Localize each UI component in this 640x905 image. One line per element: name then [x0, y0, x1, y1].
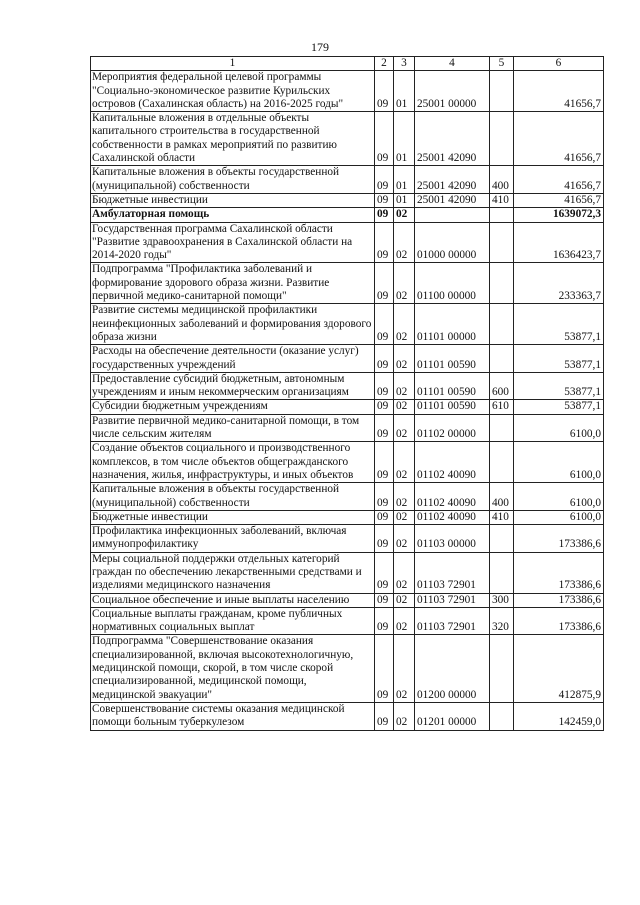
- row-csr: 01100 00000: [415, 263, 490, 304]
- row-amount: 41656,7: [514, 71, 604, 112]
- row-section: 09: [375, 552, 394, 593]
- row-csr: [415, 208, 490, 222]
- header-col-subsection: 3: [394, 57, 415, 71]
- row-amount: 173386,6: [514, 607, 604, 635]
- header-row: [91, 57, 604, 71]
- row-section: 09: [375, 208, 394, 222]
- table-row: [91, 263, 604, 304]
- row-subsection: 02: [394, 510, 415, 524]
- row-csr: 25001 42090: [415, 193, 490, 207]
- row-csr: 01102 00000: [415, 414, 490, 442]
- row-amount: 6100,0: [514, 442, 604, 483]
- row-name: Расходы на обеспечение деятельности (оказание услуг) государственных учреждений: [91, 345, 375, 373]
- row-name: Социальное обеспечение и иные выплаты населению: [91, 593, 375, 607]
- row-vr: [490, 635, 514, 702]
- row-amount: 53877,1: [514, 304, 604, 345]
- budget-table: [90, 56, 604, 731]
- row-vr: 410: [490, 510, 514, 524]
- table-row: [91, 400, 604, 414]
- row-section: 09: [375, 525, 394, 553]
- row-vr: [490, 112, 514, 166]
- row-vr: 300: [490, 593, 514, 607]
- row-subsection: 02: [394, 607, 415, 635]
- row-name: Мероприятия федеральной целевой программы "Социально-экономическое развитие Курильских островов (Сахалинская область) на 2016-2025 годы": [91, 71, 375, 112]
- row-subsection: 02: [394, 635, 415, 702]
- table-row: [91, 442, 604, 483]
- row-subsection: 01: [394, 166, 415, 194]
- row-csr: 01101 00590: [415, 345, 490, 373]
- row-csr: 01101 00590: [415, 372, 490, 400]
- row-csr: 25001 42090: [415, 166, 490, 194]
- table-row: [91, 607, 604, 635]
- row-vr: [490, 345, 514, 373]
- table-row: [91, 593, 604, 607]
- row-csr: 25001 00000: [415, 71, 490, 112]
- row-name: Создание объектов социального и производственного комплексов, в том числе объектов общегражданского назначения, жилья, инфраструктуры, и иных объектов: [91, 442, 375, 483]
- row-name: Подпрограмма "Профилактика заболеваний и формирование здорового образа жизни. Развитие первичной медико-санитарной помощи": [91, 263, 375, 304]
- row-section: 09: [375, 483, 394, 511]
- row-vr: [490, 222, 514, 263]
- row-vr: [490, 71, 514, 112]
- row-amount: 412875,9: [514, 635, 604, 702]
- row-name: Предоставление субсидий бюджетным, автономным учреждениям и иным некоммерческим организациям: [91, 372, 375, 400]
- row-subsection: 02: [394, 593, 415, 607]
- row-vr: [490, 525, 514, 553]
- row-csr: 01103 72901: [415, 552, 490, 593]
- row-amount: 41656,7: [514, 166, 604, 194]
- row-vr: [490, 414, 514, 442]
- row-section: 09: [375, 304, 394, 345]
- row-name: Меры социальной поддержки отдельных категорий граждан по обеспечению лекарственными средствами и изделиями медицинского назначения: [91, 552, 375, 593]
- row-section: 09: [375, 414, 394, 442]
- table-row: [91, 635, 604, 702]
- row-name: Бюджетные инвестиции: [91, 193, 375, 207]
- page-number: 179: [311, 40, 329, 54]
- row-name: Капитальные вложения в объекты государственной (муниципальной) собственности: [91, 166, 375, 194]
- row-csr: 01201 00000: [415, 702, 490, 730]
- table-row: [91, 112, 604, 166]
- table-row: [91, 552, 604, 593]
- row-amount: 1639072,3: [514, 208, 604, 222]
- table-row: [91, 414, 604, 442]
- row-subsection: 02: [394, 208, 415, 222]
- row-name: Развитие первичной медико-санитарной помощи, в том числе сельским жителям: [91, 414, 375, 442]
- row-amount: 53877,1: [514, 345, 604, 373]
- header-col-csr: 4: [415, 57, 490, 71]
- row-csr: 01101 00590: [415, 400, 490, 414]
- row-name: Капитальные вложения в отдельные объекты капитального строительства в государственной собственности в рамках мероприятий по развитию Сахалинской области: [91, 112, 375, 166]
- row-name: Амбулаторная помощь: [91, 208, 375, 222]
- row-name: Бюджетные инвестиции: [91, 510, 375, 524]
- row-subsection: 02: [394, 263, 415, 304]
- row-subsection: 01: [394, 193, 415, 207]
- row-section: 09: [375, 345, 394, 373]
- row-vr: 600: [490, 372, 514, 400]
- row-subsection: 02: [394, 702, 415, 730]
- row-name: Подпрограмма "Совершенствование оказания специализированной, включая высокотехнологичную, медицинской помощи, скорой, в том числе скорой специализированной, медицинской помощи, медицинской эвакуации": [91, 635, 375, 702]
- row-name: Субсидии бюджетным учреждениям: [91, 400, 375, 414]
- row-csr: 01103 72901: [415, 607, 490, 635]
- row-amount: 233363,7: [514, 263, 604, 304]
- row-amount: 41656,7: [514, 193, 604, 207]
- row-section: 09: [375, 263, 394, 304]
- row-vr: [490, 208, 514, 222]
- row-csr: 01200 00000: [415, 635, 490, 702]
- row-csr: 01102 40090: [415, 510, 490, 524]
- row-csr: 01102 40090: [415, 483, 490, 511]
- row-subsection: 02: [394, 525, 415, 553]
- row-subsection: 02: [394, 400, 415, 414]
- row-section: 09: [375, 400, 394, 414]
- row-csr: 01102 40090: [415, 442, 490, 483]
- row-section: 09: [375, 71, 394, 112]
- row-vr: [490, 702, 514, 730]
- row-subsection: 01: [394, 71, 415, 112]
- row-amount: 173386,6: [514, 525, 604, 553]
- row-section: 09: [375, 442, 394, 483]
- row-section: 09: [375, 372, 394, 400]
- table-row: [91, 510, 604, 524]
- row-vr: 610: [490, 400, 514, 414]
- header-col-amount: 6: [514, 57, 604, 71]
- row-name: Профилактика инфекционных заболеваний, включая иммунопрофилактику: [91, 525, 375, 553]
- header-col-name: 1: [91, 57, 375, 71]
- row-amount: 41656,7: [514, 112, 604, 166]
- row-amount: 53877,1: [514, 400, 604, 414]
- table-row: [91, 345, 604, 373]
- row-csr: 01103 72901: [415, 593, 490, 607]
- row-csr: 25001 42090: [415, 112, 490, 166]
- row-vr: 400: [490, 483, 514, 511]
- table-row: [91, 166, 604, 194]
- row-name: Капитальные вложения в объекты государственной (муниципальной) собственности: [91, 483, 375, 511]
- row-subsection: 01: [394, 112, 415, 166]
- row-subsection: 02: [394, 304, 415, 345]
- row-name: Развитие системы медицинской профилактики неинфекционных заболеваний и формирования здорового образа жизни: [91, 304, 375, 345]
- table-row: [91, 525, 604, 553]
- row-name: Совершенствование системы оказания медицинской помощи больным туберкулезом: [91, 702, 375, 730]
- row-section: 09: [375, 112, 394, 166]
- row-amount: 53877,1: [514, 372, 604, 400]
- row-subsection: 02: [394, 222, 415, 263]
- row-vr: 400: [490, 166, 514, 194]
- row-amount: 173386,6: [514, 552, 604, 593]
- row-vr: [490, 552, 514, 593]
- row-section: 09: [375, 222, 394, 263]
- row-amount: 142459,0: [514, 702, 604, 730]
- row-csr: 01103 00000: [415, 525, 490, 553]
- table-row: [91, 304, 604, 345]
- table-row: [91, 372, 604, 400]
- row-vr: 410: [490, 193, 514, 207]
- row-amount: 1636423,7: [514, 222, 604, 263]
- row-section: 09: [375, 702, 394, 730]
- row-amount: 6100,0: [514, 414, 604, 442]
- row-vr: 320: [490, 607, 514, 635]
- table-row: [91, 193, 604, 207]
- row-section: 09: [375, 510, 394, 524]
- table-row: [91, 222, 604, 263]
- table-body: [91, 71, 604, 730]
- row-vr: [490, 442, 514, 483]
- row-csr: 01101 00000: [415, 304, 490, 345]
- row-section: 09: [375, 193, 394, 207]
- row-vr: [490, 304, 514, 345]
- header-col-section: 2: [375, 57, 394, 71]
- row-section: 09: [375, 607, 394, 635]
- row-amount: 6100,0: [514, 510, 604, 524]
- row-amount: 173386,6: [514, 593, 604, 607]
- row-name: Социальные выплаты гражданам, кроме публичных нормативных социальных выплат: [91, 607, 375, 635]
- row-section: 09: [375, 166, 394, 194]
- row-vr: [490, 263, 514, 304]
- row-name: Государственная программа Сахалинской области "Развитие здравоохранения в Сахалинской области на 2014-2020 годы": [91, 222, 375, 263]
- header-col-vr: 5: [490, 57, 514, 71]
- table-row: [91, 71, 604, 112]
- row-subsection: 02: [394, 442, 415, 483]
- row-section: 09: [375, 593, 394, 607]
- row-subsection: 02: [394, 552, 415, 593]
- row-csr: 01000 00000: [415, 222, 490, 263]
- row-subsection: 02: [394, 414, 415, 442]
- table-row: [91, 483, 604, 511]
- row-section: 09: [375, 635, 394, 702]
- row-subsection: 02: [394, 345, 415, 373]
- table-row: [91, 702, 604, 730]
- row-amount: 6100,0: [514, 483, 604, 511]
- row-subsection: 02: [394, 483, 415, 511]
- table-row: [91, 208, 604, 222]
- row-subsection: 02: [394, 372, 415, 400]
